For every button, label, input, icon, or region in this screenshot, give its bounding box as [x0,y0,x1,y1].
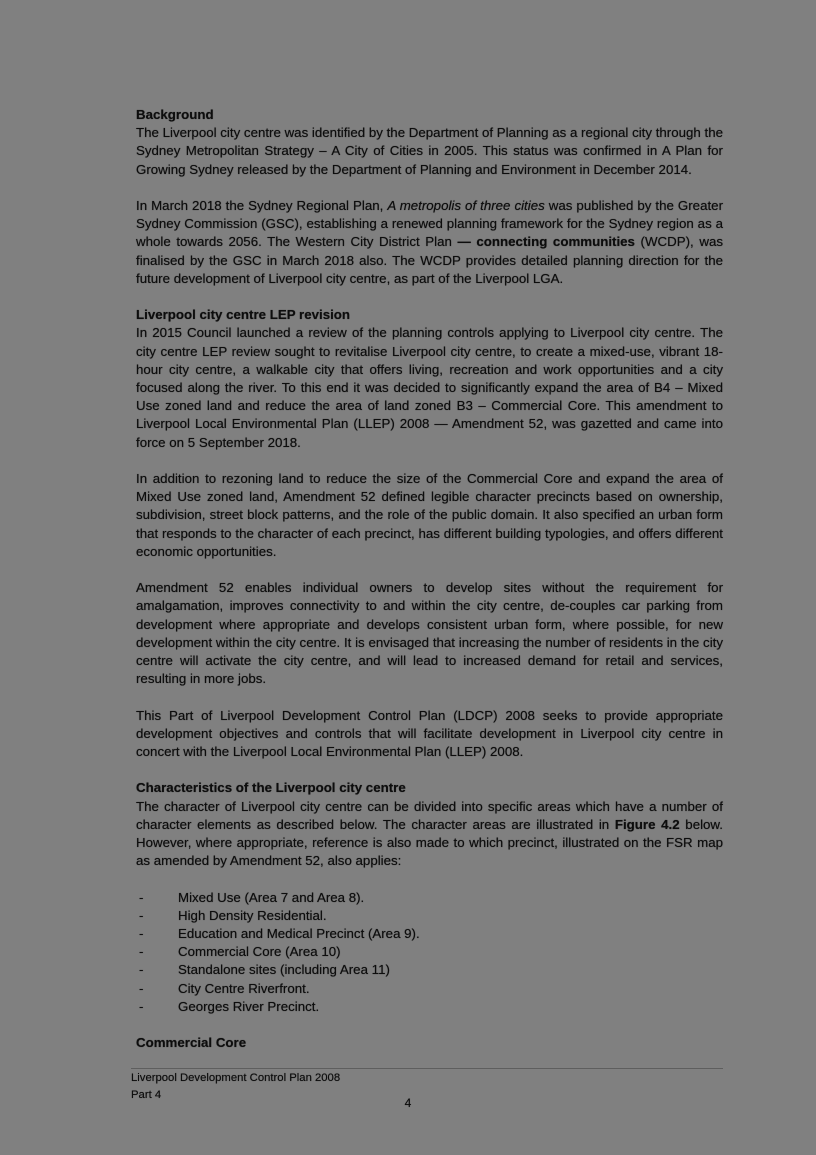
text-segment: (WCDP), was finalised by the GSC in March 2018 also. The WCDP provides detailed planning direction for the future development of Liverpool city centre, as part of the Liverpool LGA. [136,234,723,286]
list-item-label: Commercial Core (Area 10) [178,944,341,960]
section-heading: Characteristics of the Liverpool city centre [136,780,406,796]
paragraph [136,124,723,179]
list-item-label: City Centre Riverfront. [178,980,310,996]
list-item [136,925,723,943]
section-heading: Background [136,107,214,122]
text-segment: In March 2018 the Sydney Regional Plan, [136,198,388,213]
list-bullet-marker: - [139,998,144,1014]
list-item-label: High Density Residential. [178,907,327,923]
list-bullet-marker: - [139,944,144,960]
paragraph [136,579,723,688]
text-segment-bold: Figure 4.2 [614,816,680,832]
bullet-list [136,889,723,1016]
text-segment-italic: A metropolis of three cities [387,198,545,213]
text-segment: In 2015 Council launched a review of the planning controls applying to Liverpool city centre. The city centre LEP review sought to revitalise Liverpool city centre, to create a mixed-use, vibrant 18-hour city centre, a walkable city that offers living, recreation and work opportunities and a city focused along the river. To this end it was decided to significantly expand the area of B4 – Mixed Use zoned land and reduce the area of land zoned B3 – Commercial Core. This amendment to Liverpool Local Environmental Plan (LLEP) 2008 — Amendment 52, was gazetted and came into force on 5 September 2018. [136,325,723,450]
list-item-label: Mixed Use (Area 7 and Area 8). [178,889,365,905]
page-number: 4 [404,1096,412,1110]
document-content [136,106,723,1052]
text-segment: This Part of Liverpool Development Control Plan (LDCP) 2008 seeks to provide appropriate development objectives and controls that will facilitate development in Liverpool city centre in concert with the Liverpool Local Environmental Plan (LLEP) 2008. [136,707,723,760]
footer-part: Part 4 [131,1089,162,1101]
text-segment-bold: — connecting communities [457,234,635,250]
list-item [136,998,723,1016]
paragraph [136,707,723,762]
paragraph [136,324,723,451]
list-item [136,980,723,998]
list-item-label: Georges River Precinct. [178,998,320,1014]
text-segment: below. However, where appropriate, reference is also made to which precinct, illustrated on the FSR map as amended by Amendment 52, also applies: [136,816,724,869]
paragraph [136,798,723,871]
text-segment: was published by the Greater Sydney Commission (GSC), establishing a renewed planning framework for the Sydney region as a whole towards 2056. The Western City District Plan [136,198,723,250]
footer-doc-title: Liverpool Development Control Plan 2008 [131,1072,341,1084]
list-item [136,961,723,979]
section-heading: Liverpool city centre LEP revision [136,307,351,323]
paragraph [136,470,723,561]
footer-divider [131,1068,723,1069]
list-item-label: Education and Medical Precinct (Area 9). [178,926,420,942]
text-segment: In addition to rezoning land to reduce the size of the Commercial Core and expand the area of Mixed Use zoned land, Amendment 52 defined legible character precincts based on ownership, subdivision, street block patterns, and the role of the public domain. It also specified an urban form that responds to the character of each precinct, has different building typologies, and offers different economic opportunities. [136,471,723,559]
list-bullet-marker: - [139,926,144,942]
list-item [136,907,723,925]
list-bullet-marker: - [139,962,144,978]
text-segment: The character of Liverpool city centre can be divided into specific areas which have a number of character elements as described below. The character areas are illustrated in [136,798,723,832]
text-segment: Amendment 52 enables individual owners to develop sites without the requirement for amalgamation, improves connectivity to and within the city centre, de-couples car parking from development where appropriate and develops consistent urban form, where possible, for new development within the city centre. It is envisaged that increasing the number of residents in the city centre will activate the city centre, and will lead to increased demand for retail and services, resulting in more jobs. [136,580,723,687]
paragraph [136,197,723,288]
list-bullet-marker: - [139,889,144,905]
list-item [136,943,723,961]
section-heading: Commercial Core [136,1035,247,1051]
list-bullet-marker: - [139,907,144,923]
list-item-label: Standalone sites (including Area 11) [178,962,390,978]
list-bullet-marker: - [139,980,144,996]
text-segment: The Liverpool city centre was identified by the Department of Planning as a regional city through the Sydney Metropolitan Strategy – A City of Cities in 2005. This status was confirmed in A Plan for Growing Sydney released by the Department of Planning and Environment in December 2014. [136,125,723,177]
list-item [136,889,723,907]
